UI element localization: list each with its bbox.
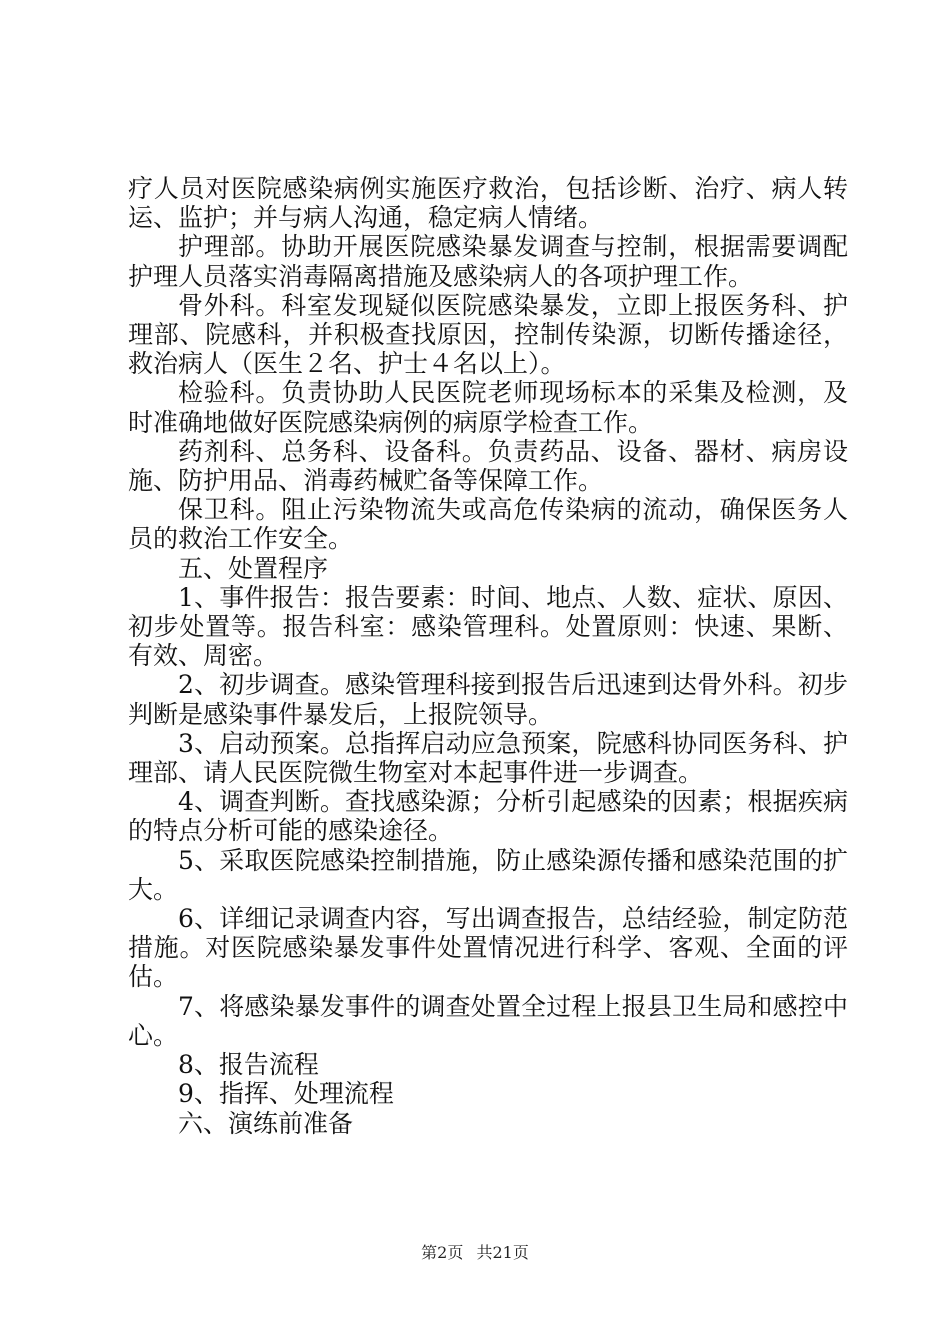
paragraph: 8、报告流程 bbox=[178, 1050, 319, 1080]
paragraph: 六、演练前准备 bbox=[178, 1108, 354, 1138]
paragraph: 五、处置程序 bbox=[178, 553, 329, 583]
paragraph: 2、初步调查。感染管理科接到报告后迅速到达骨外科。初步判断是感染事件暴发后，上报院领导。 bbox=[128, 670, 848, 729]
paragraph: 检验科。负责协助人民医院老师现场标本的采集及检测，及时准确地做好医院感染病例的病原学检查工作。 bbox=[128, 378, 848, 437]
page-number: 第2页 bbox=[421, 1243, 464, 1262]
paragraph: 4、调查判断。查找感染源；分析引起感染的因素；根据疾病的特点分析可能的感染途径。 bbox=[128, 787, 848, 846]
page-total: 共21页 bbox=[476, 1243, 529, 1262]
paragraph: 7、将感染暴发事件的调查处置全过程上报县卫生局和感控中心。 bbox=[128, 991, 848, 1050]
paragraph: 疗人员对医院感染病例实施医疗救治，包括诊断、治疗、病人转运、监护；并与病人沟通，稳定病人情绪。 bbox=[128, 174, 848, 233]
paragraph: 1、事件报告：报告要素：时间、地点、人数、症状、原因、初步处置等。报告科室：感染管理科。处置原则：快速、果断、有效、周密。 bbox=[128, 582, 848, 671]
paragraph: 6、详细记录调查内容，写出调查报告，总结经验，制定防范措施。对医院感染暴发事件处置情况进行科学、客观、全面的评估。 bbox=[128, 904, 848, 992]
paragraph: 保卫科。阻止污染物流失或高危传染病的流动，确保医务人员的救治工作安全。 bbox=[128, 495, 848, 554]
paragraph: 药剂科、总务科、设备科。负责药品、设备、器材、病房设施、防护用品、消毒药械贮备等保障工作。 bbox=[128, 436, 848, 496]
paragraph: 骨外科。科室发现疑似医院感染暴发，立即上报医务科、护理部、院感科，并积极查找原因，控制传染源，切断传播途径，救治病人（医生２名、护士４名以上）。 bbox=[128, 290, 848, 379]
paragraph: 护理部。协助开展医院感染暴发调查与控制，根据需要调配护理人员落实消毒隔离措施及感染病人的各项护理工作。 bbox=[128, 232, 848, 291]
document-body bbox=[128, 174, 848, 1138]
paragraph: 9、指挥、处理流程 bbox=[178, 1079, 394, 1109]
page-footer bbox=[0, 1243, 950, 1263]
paragraph: 5、采取医院感染控制措施，防止感染源传播和感染范围的扩大。 bbox=[128, 845, 848, 904]
paragraph: 3、启动预案。总指挥启动应急预案，院感科协同医务科、护理部、请人民医院微生物室对本起事件进一步调查。 bbox=[128, 728, 848, 788]
